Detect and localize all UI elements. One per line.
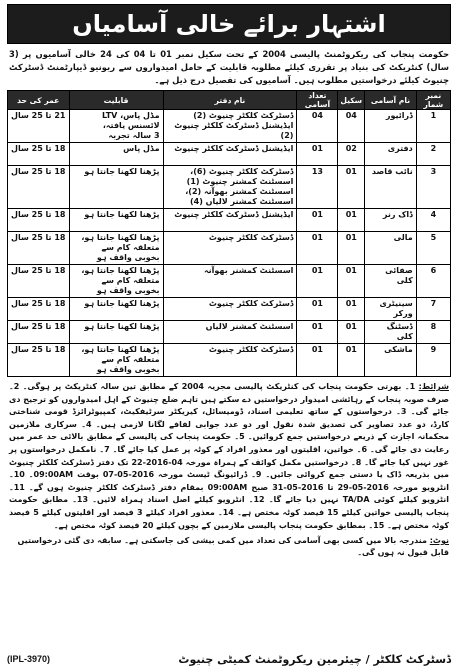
cell-office <box>163 166 297 209</box>
cell-serial: 3 <box>416 166 450 209</box>
cell-scale: 01 <box>338 166 365 209</box>
cell-age: 18 تا 25 سال <box>8 232 70 265</box>
cell-office-line: ایڈیشنل ڈسٹرکٹ کلکٹر چنیوٹ <box>174 144 294 153</box>
signature-block: ڈسٹرکٹ کلکٹر / چیئرمین ریکروٹمنٹ کمیٹی چنیوٹ <box>178 652 451 666</box>
table-row <box>8 265 451 298</box>
cell-age: 18 تا 25 سال <box>8 209 70 232</box>
cell-scale: 04 <box>338 110 365 143</box>
vacancies-table <box>7 90 451 377</box>
cell-qualification-line: پڑھنا لکھنا جانتا ہو، متعلقہ کام سے <box>81 266 160 285</box>
header-qualification: قابلیت <box>69 91 163 110</box>
table-row <box>8 166 451 209</box>
cell-count: 01 <box>297 298 338 321</box>
table-row <box>8 298 451 321</box>
header-count: تعداد آسامی <box>297 91 338 110</box>
cell-count: 04 <box>297 110 338 143</box>
cell-qualification <box>69 265 163 298</box>
cell-qualification <box>69 232 163 265</box>
cell-qualification-line: پڑھنا لکھنا جانتا ہو، متعلقہ کام سے <box>81 345 160 364</box>
cell-qualification <box>69 110 163 143</box>
cell-office <box>163 110 297 143</box>
cell-post: نائب قاصد <box>365 166 417 209</box>
table-row <box>8 344 451 377</box>
cell-office-line: ڈسٹرکٹ کلکٹر چنیوٹ (2) <box>193 111 294 120</box>
advertisement-banner: اشتہار برائے خالی آسامیاں <box>7 4 451 44</box>
header-age: عمر کی حد <box>8 91 70 110</box>
cell-count: 01 <box>297 265 338 298</box>
cell-post: ڈسٹنگ کلی <box>365 321 417 344</box>
header-serial: نمبر شمار <box>416 91 450 110</box>
cell-count: 01 <box>297 143 338 166</box>
cell-age: 18 تا 25 سال <box>8 265 70 298</box>
cell-office <box>163 232 297 265</box>
note-heading: نوٹ: <box>429 536 449 546</box>
cell-serial: 2 <box>416 143 450 166</box>
cell-office-line: ڈسٹرکٹ کلکٹر چنیوٹ <box>208 345 294 354</box>
cell-scale: 01 <box>338 265 365 298</box>
cell-serial: 9 <box>416 344 450 377</box>
cell-office-line: اسسٹنٹ کمشنر لالیاں <box>205 322 294 331</box>
cell-office <box>163 321 297 344</box>
cell-age: 21 تا 25 سال <box>8 110 70 143</box>
cell-office-line: اسسٹنٹ کمشنر بھوآنہ <box>203 266 294 275</box>
cell-age: 18 تا 25 سال <box>8 166 70 209</box>
cell-qualification <box>69 166 163 209</box>
table-row <box>8 110 451 143</box>
table-header-row <box>8 91 451 110</box>
cell-scale: 01 <box>338 298 365 321</box>
cell-qualification-line: بخوبی واقف ہو <box>96 286 160 295</box>
cell-scale: 01 <box>338 232 365 265</box>
cell-post: ڈرائیور <box>365 110 417 143</box>
cell-scale: 01 <box>338 321 365 344</box>
cell-office <box>163 265 297 298</box>
cell-serial: 8 <box>416 321 450 344</box>
cell-qualification-line: مڈل پاس، LTV لائسنس یافتہ، <box>101 111 160 130</box>
cell-office <box>163 344 297 377</box>
cell-qualification-line: 3 سالہ تجربہ <box>108 131 160 140</box>
cell-qualification-line: پڑھنا لکھنا جانتا ہو، متعلقہ کام سے <box>81 233 160 252</box>
header-office: نام دفتر <box>163 91 297 110</box>
cell-qualification-line: پڑھنا لکھنا جانتا ہو <box>84 210 160 219</box>
cell-qualification <box>69 344 163 377</box>
cell-serial: 7 <box>416 298 450 321</box>
cell-post: دفتری <box>365 143 417 166</box>
cell-count: 01 <box>297 209 338 232</box>
cell-post: مالی <box>365 232 417 265</box>
cell-office <box>163 298 297 321</box>
header-post: نام آسامی <box>365 91 417 110</box>
cell-qualification <box>69 209 163 232</box>
cell-office <box>163 143 297 166</box>
footer <box>7 650 451 668</box>
note-paragraph <box>7 535 451 559</box>
cell-qualification-line: پڑھنا لکھنا جانتا ہو <box>84 299 160 308</box>
cell-count: 01 <box>297 321 338 344</box>
cell-post: سینیٹری ورکر <box>365 298 417 321</box>
cell-post: صفائی کلی <box>365 265 417 298</box>
cell-serial: 5 <box>416 232 450 265</box>
cell-qualification-line: بخوبی واقف ہو <box>96 253 160 262</box>
cell-office-line: ایڈیشنل ڈسٹرکٹ کلکٹر چنیوٹ <box>174 210 294 219</box>
cell-age: 18 تا 25 سال <box>8 298 70 321</box>
cell-age: 18 تا 25 سال <box>8 143 70 166</box>
table-row <box>8 321 451 344</box>
cell-qualification <box>69 321 163 344</box>
table-row <box>8 232 451 265</box>
cell-office-line: ڈسٹرکٹ کلکٹر چنیوٹ <box>208 299 294 308</box>
table-row <box>8 143 451 166</box>
cell-count: 01 <box>297 344 338 377</box>
cell-age: 18 تا 25 سال <box>8 344 70 377</box>
note-text: مندرجہ بالا میں کسی بھی آسامی کی تعداد میں کمی بیشی کی جاسکتی ہے۔ سابقہ دی گئی درخواستیں قابل قبول نہ ہوں گی۔ <box>17 536 449 558</box>
cell-serial: 1 <box>416 110 450 143</box>
cell-office-line: ڈسٹرکٹ کلکٹر چنیوٹ (6)، اسسٹنٹ کمشنر چنیوٹ (1) <box>186 167 294 186</box>
cell-count: 01 <box>297 232 338 265</box>
conditions-paragraph <box>7 381 451 532</box>
cell-office <box>163 209 297 232</box>
cell-scale: 02 <box>338 143 365 166</box>
cell-qualification <box>69 143 163 166</box>
cell-count: 13 <box>297 166 338 209</box>
cell-post: ڈاک رنر <box>365 209 417 232</box>
cell-qualification <box>69 298 163 321</box>
cell-qualification-line: پڑھنا لکھنا جانتا ہو <box>84 167 160 176</box>
cell-qualification-line: پڑھنا لکھنا جانتا ہو <box>84 322 160 331</box>
conditions-heading: شرائط: <box>418 382 449 391</box>
table-row <box>8 209 451 232</box>
cell-age: 18 تا 25 سال <box>8 321 70 344</box>
cell-qualification-line: مڈل پاس <box>123 144 160 153</box>
cell-office-line: اسسٹنٹ کمشنر بھوآنہ (2)، اسسٹنٹ کمشنر لالیاں (4) <box>185 187 294 206</box>
publication-code: (IPL-3970) <box>7 654 51 664</box>
cell-office-line: ڈسٹرکٹ کلکٹر چنیوٹ <box>208 233 294 242</box>
conditions-text: 1۔ بھرتی حکومت پنجاب کی کنٹریکٹ پالیسی مجریہ 2004 کے مطابق تین سالہ کنٹریکٹ پر ہوگی۔ 2۔ صرف صوبہ پنجاب کے رہائشی امیدوار درخواستیں دے سکتے ہیں تاہم ضلع چنیوٹ کے اہل امیدواروں کو ترجیح دی جائے گی۔ 3۔ درخواستوں کے ساتھ تعلیمی اسناد، ڈومیسائل، کیریکٹر سرٹیفکیٹ، کمپیوٹرائزڈ قومی شناختی کارڈ، دو عدد تصاویر کی تصدیق شدہ نقول اور دو عدد جوابی لفافے لگانا لازمی ہیں۔ 4۔ سرکاری ملازمین محکمانہ اجازت کے ذریعے درخواستیں جمع کروائیں۔ 5۔ حکومت پنجاب کی پالیسی کے مطابق بالائی حد عمر میں رعایت دی جائے گی۔ 6۔ خواتین، اقلیتوں اور معذور افراد کے کوٹہ پر عمل کیا جائے گا۔ 7۔ نامکمل درخواستوں پر غور نہیں کیا جائے گا۔ 8۔ درخواستیں مکمل کوائف کے ہمراہ مورخہ 04-2016-22 تک دفتر ڈسٹرکٹ کلکٹر چنیوٹ میں بذریعہ ڈاک یا دستی جمع کروائی جائیں۔ 9۔ ڈرائیونگ ٹیسٹ مورخہ 2016-05-07 بوقت 09:00AM۔ 10۔ انٹرویو مورخہ 2016-05-29 تا 2016-05-31 صبح 09:00AM بمقام دفتر ڈسٹرکٹ کلکٹر چنیوٹ ہوں گے۔ 11۔ انٹرویو کیلئے کوئی TA/DA نہیں دیا جائے گا۔ 12۔ انٹرویو کیلئے اصل اسناد ہمراہ لائیں۔ 13۔ مطابق حکومت پنجاب پالیسی خواتین کیلئے 15 فیصد کوٹہ مختص ہے۔ 14۔ معذور افراد کیلئے 3 فیصد اور اقلیتوں کیلئے 5 فیصد کوٹہ مختص ہے۔ 15۔ بمطابق حکومت پنجاب پالیسی ملازمین کے بچوں کیلئے 20 فیصد کوٹہ مختص ہے۔ <box>9 382 450 530</box>
cell-scale: 01 <box>338 209 365 232</box>
cell-qualification-line: بخوبی واقف ہو <box>96 365 160 374</box>
header-scale: سکیل <box>338 91 365 110</box>
cell-scale: 01 <box>338 344 365 377</box>
cell-serial: 6 <box>416 265 450 298</box>
cell-post: ماشکی <box>365 344 417 377</box>
intro-paragraph: حکومت پنجاب کی ریکروٹمنٹ پالیسی 2004 کے تحت سکیل نمبر 01 تا 04 کی 24 خالی آسامیوں پر (3 سال) کنٹریکٹ کی بنیاد پر تقرری کیلئے مطلوبہ قابلیت کے حامل امیدواروں سے ریونیو ڈیپارٹمنٹ ڈسٹرکٹ چنیوٹ کیلئے درخواستیں مطلوب ہیں۔ آسامیوں کی تفصیل درج ذیل ہے۔ <box>9 49 450 85</box>
cell-serial: 4 <box>416 209 450 232</box>
cell-office-line: ایڈیشنل ڈسٹرکٹ کلکٹر چنیوٹ (2) <box>174 121 294 140</box>
